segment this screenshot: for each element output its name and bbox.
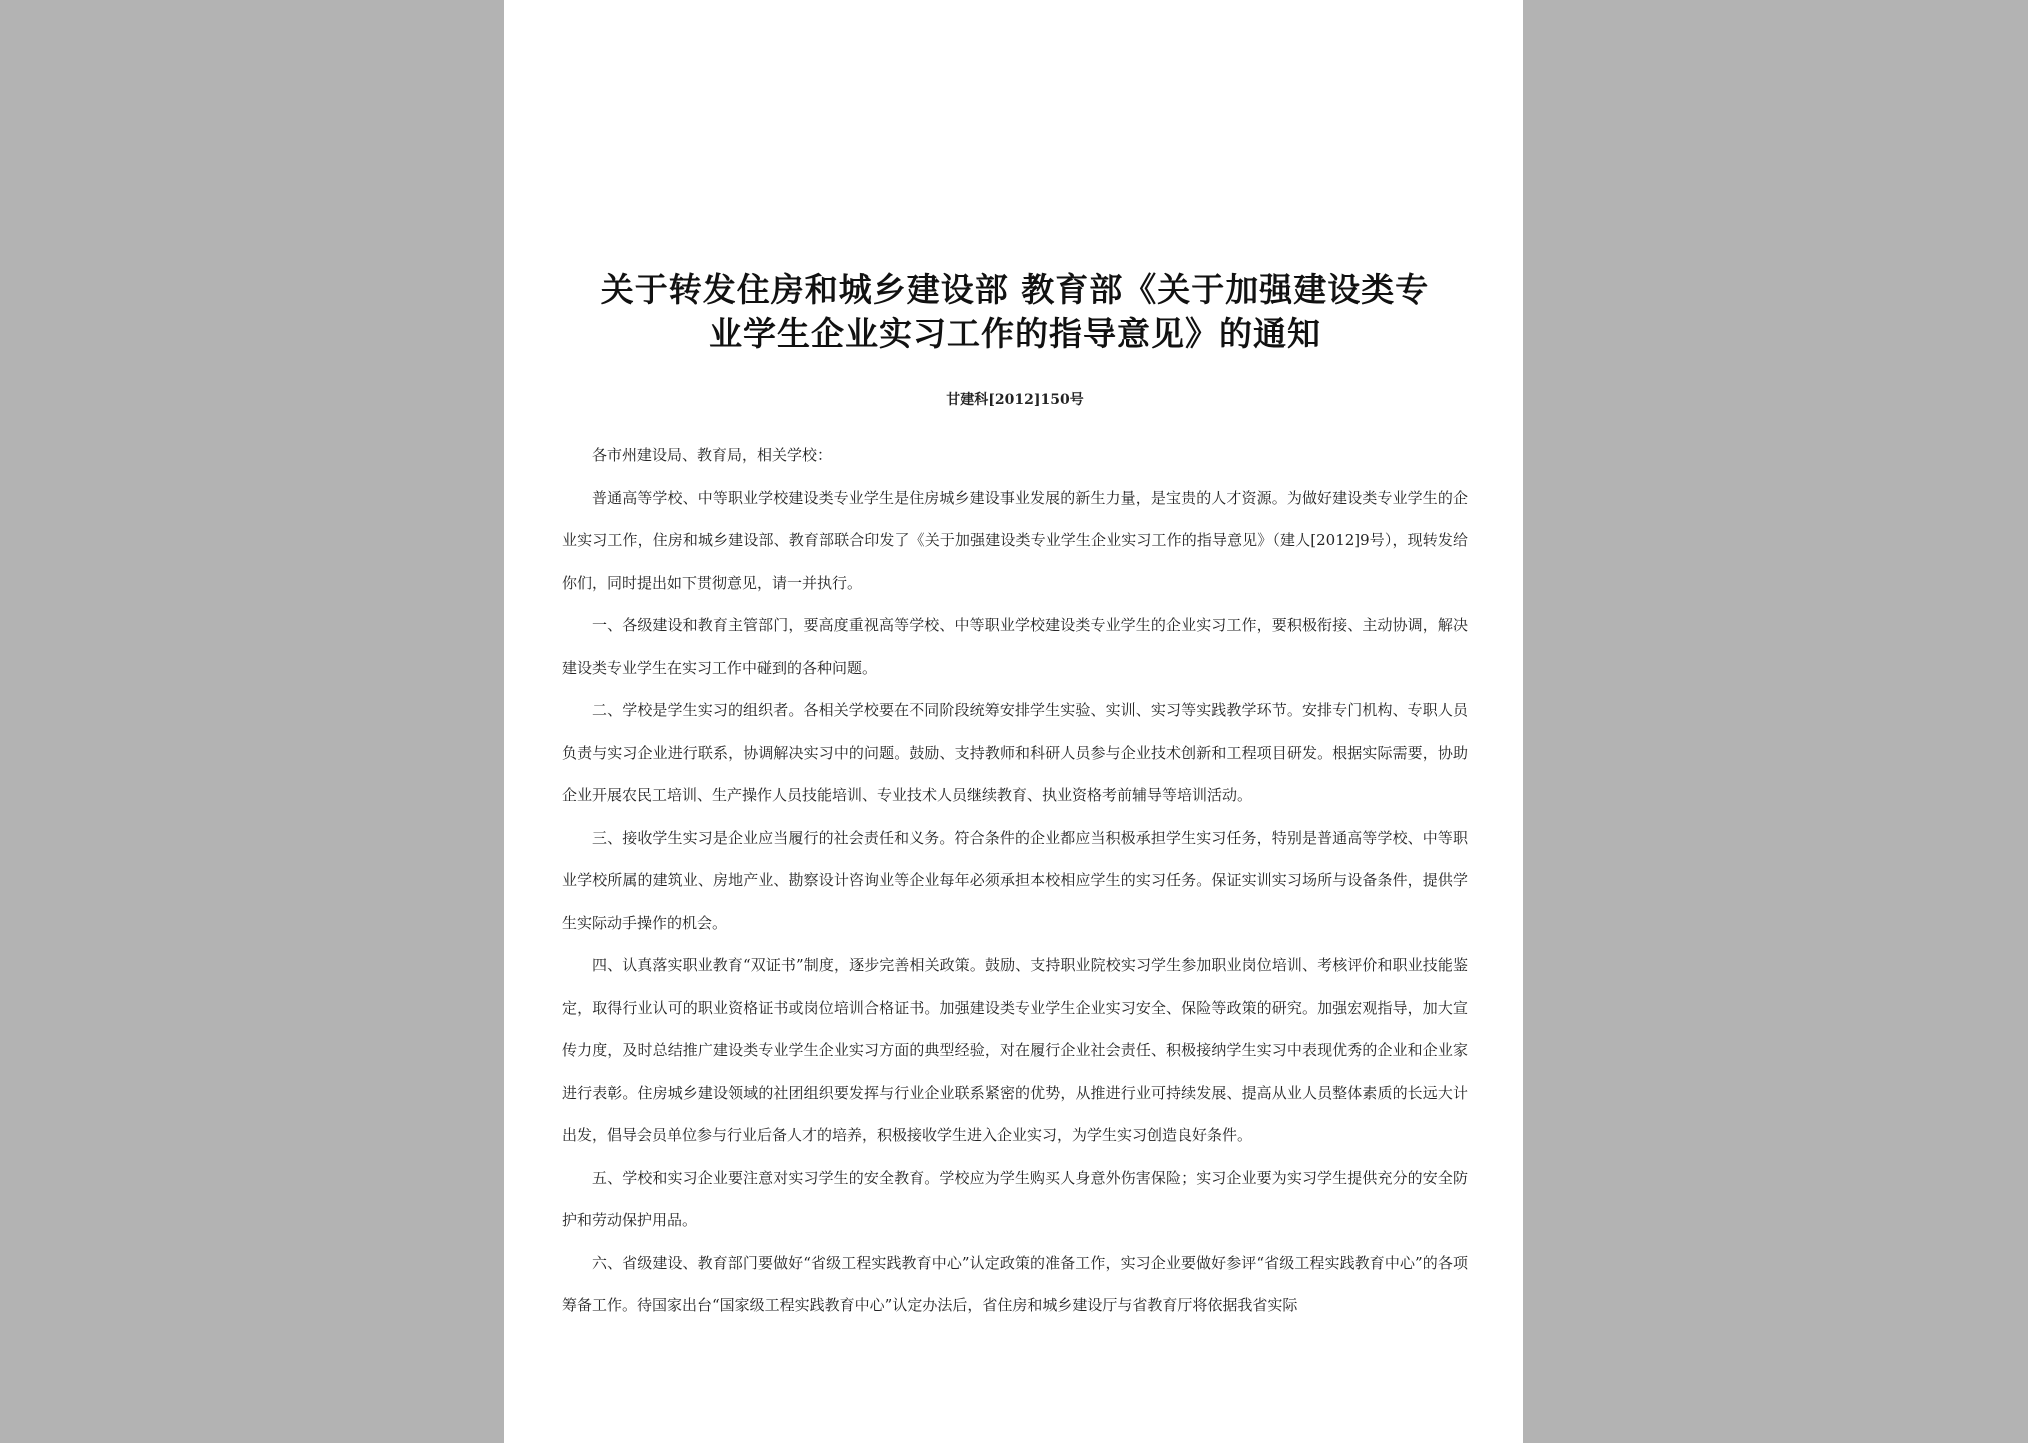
paragraph-item-5: 五、学校和实习企业要注意对实习学生的安全教育。学校应为学生购买人身意外伤害保险；实习企业要为实习学生提供充分的安全防护和劳动保护用品。 xyxy=(562,1168,1468,1229)
paragraph-item-2: 二、学校是学生实习的组织者。各相关学校要在不同阶段统筹安排学生实验、实训、实习等实践教学环节。安排专门机构、专职人员负责与实习企业进行联系，协调解决实习中的问题。鼓励、支持教师和科研人员参与企业技术创新和工程项目研发。根据实际需要，协助企业开展农民工培训、生产操作人员技能培训、专业技术人员继续教育、执业资格考前辅导等培训活动。 xyxy=(562,701,1468,804)
paragraph-item-6: 六、省级建设、教育部门要做好“省级工程实践教育中心”认定政策的准备工作，实习企业要做好参评“省级工程实践教育中心”的各项筹备工作。待国家出台“国家级工程实践教育中心”认定办法后，省住房和城乡建设厅与省教育厅将依据我省实际 xyxy=(562,1253,1468,1314)
salutation: 各市州建设局、教育局，相关学校： xyxy=(592,446,833,464)
document-number: 甘建科[2012]150号 xyxy=(946,392,1084,408)
document-page xyxy=(504,0,1523,1443)
title-line-2: 业学生企业实习工作的指导意见》的通知 xyxy=(709,314,1321,353)
paragraph-item-1: 一、各级建设和教育主管部门，要高度重视高等学校、中等职业学校建设类专业学生的企业实习工作，要积极衔接、主动协调，解决建设类专业学生在实习工作中碰到的各种问题。 xyxy=(562,616,1468,677)
paragraph-item-4: 四、认真落实职业教育“双证书”制度，逐步完善相关政策。鼓励、支持职业院校实习学生参加职业岗位培训、考核评价和职业技能鉴定，取得行业认可的职业资格证书或岗位培训合格证书。加强建设类专业学生企业实习安全、保险等政策的研究。加强宏观指导，加大宣传力度，及时总结推广建设类专业学生企业实习方面的典型经验，对在履行企业社会责任、积极接纳学生实习中表现优秀的企业和企业家进行表彰。住房城乡建设领域的社团组织要发挥与行业企业联系紧密的优势，从推进行业可持续发展、提高从业人员整体素质的长远大计出发，倡导会员单位参与行业后备人才的培养，积极接收学生进入企业实习，为学生实习创造良好条件。 xyxy=(562,956,1468,1144)
document-body xyxy=(562,434,1468,1327)
title-line-1: 关于转发住房和城乡建设部 教育部《关于加强建设类专 xyxy=(600,270,1430,309)
paragraph-item-3: 三、接收学生实习是企业应当履行的社会责任和义务。符合条件的企业都应当积极承担学生实习任务，特别是普通高等学校、中等职业学校所属的建筑业、房地产业、勘察设计咨询业等企业每年必须承担本校相应学生的实习任务。保证实训实习场所与设备条件，提供学生实际动手操作的机会。 xyxy=(562,828,1468,932)
document-title xyxy=(562,268,1468,356)
document-content xyxy=(562,268,1468,1327)
paragraph-intro: 普通高等学校、中等职业学校建设类专业学生是住房城乡建设事业发展的新生力量，是宝贵的人才资源。为做好建设类专业学生的企业实习工作，住房和城乡建设部、教育部联合印发了《关于加强建设类专业学生企业实习工作的指导意见》（建人[2012]9号），现转发给你们，同时提出如下贯彻意见，请一并执行。 xyxy=(562,488,1468,592)
